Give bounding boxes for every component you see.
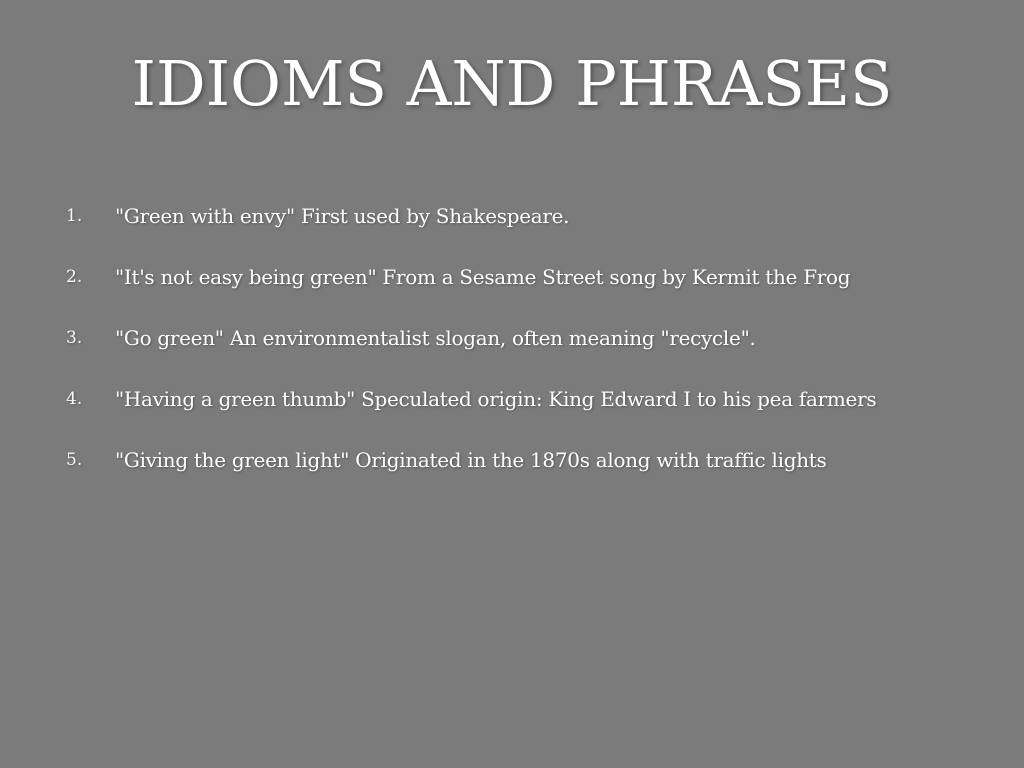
- list-item-text: "Go green" An environmentalist slogan, often meaning "recycle".: [115, 326, 756, 350]
- list-item: [66, 259, 1006, 320]
- list-item: [66, 381, 1006, 442]
- list-item-number: 5.: [66, 450, 83, 470]
- list-item-number: 4.: [66, 389, 83, 409]
- idiom-list: [66, 198, 1006, 503]
- list-item-number: 1.: [66, 206, 83, 226]
- list-item-number: 2.: [66, 267, 83, 287]
- list-item-text: "It's not easy being green" From a Sesame Street song by Kermit the Frog: [115, 265, 851, 289]
- list-item-number: 3.: [66, 328, 83, 348]
- list-item-text: "Green with envy" First used by Shakespeare.: [115, 204, 570, 228]
- list-item-text: "Having a green thumb" Speculated origin: King Edward I to his pea farmers: [115, 387, 877, 411]
- list-item-text: "Giving the green light" Originated in the 1870s along with traffic lights: [115, 448, 827, 472]
- slide-title: IDIOMS AND PHRASES: [131, 47, 893, 120]
- list-item: [66, 442, 1006, 503]
- list-item: [66, 320, 1006, 381]
- list-item: [66, 198, 1006, 259]
